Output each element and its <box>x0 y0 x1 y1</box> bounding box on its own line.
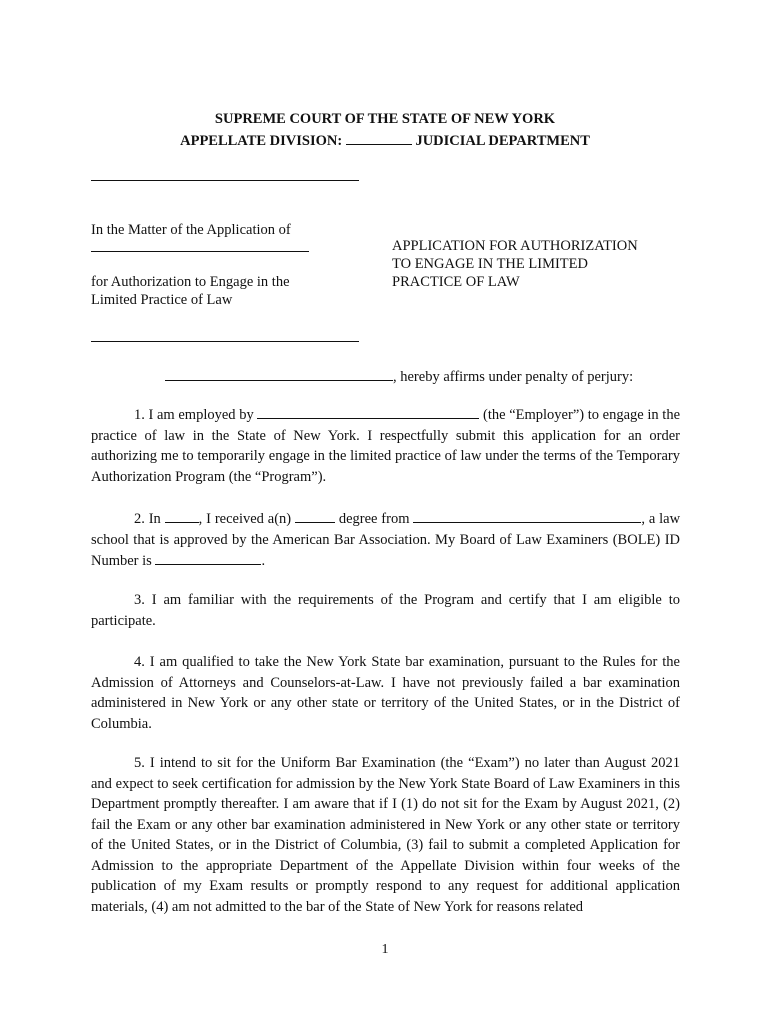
paragraph-2-end: . <box>261 553 266 569</box>
bole-id-blank[interactable] <box>155 550 261 565</box>
paragraph-2-rest: , a law school that is approved by the American Bar Association. My Board of Law Examiners (BOLE) ID Number is <box>91 511 681 569</box>
paragraph-1-start: 1. I am employed by <box>134 407 254 423</box>
matter-of-label: In the Matter of the Application of <box>91 222 291 238</box>
paragraph-5-text: 5. I intend to sit for the Uniform Bar Examination (the “Exam”) no later than August 2021 and expect to seek certification for admission by the New York State Board of Law Examiners in this Department promptly thereafter. I am aware that if I (1) do not sit for the Exam by August 2021, (2) fail the Exam or any other bar examination administered in New York or any other state or territory of the United States, or in the District of Columbia, (3) fail to submit a completed Application for Admission to the appropriate Department of the Appellate Division within four weeks of the publication of my Exam results or promptly respond to any request for additional application materials, (4) am not admitted to the bar of the State of New York for reasons related <box>91 755 680 915</box>
judicial-department-label: JUDICIAL DEPARTMENT <box>415 133 590 149</box>
application-title-line1: APPLICATION FOR AUTHORIZATION <box>392 238 638 254</box>
paragraph-2-degree-text: , I received a(n) <box>198 511 292 527</box>
appellate-division-label: APPELLATE DIVISION: <box>180 133 343 149</box>
department-blank[interactable] <box>346 130 412 145</box>
paragraph-4 <box>91 652 680 734</box>
applicant-name-blank[interactable] <box>91 251 309 252</box>
paragraph-3 <box>91 590 680 631</box>
affirmation-text: , hereby affirms under penalty of perjury: <box>393 369 634 385</box>
paragraph-2 <box>91 508 680 572</box>
degree-blank[interactable] <box>295 508 335 523</box>
paragraph-2-from-text: degree from <box>338 511 410 527</box>
paragraph-5 <box>91 753 680 917</box>
department-title <box>0 130 770 150</box>
page-number: 1 <box>381 942 389 957</box>
paragraph-4-text: 4. I am qualified to take the New York State bar examination, pursuant to the Rules for the Admission of Attorneys and Counselors-at-Law. I have not previously failed a bar examination administered in New York or any other state or territory of the United States, or in the District of Columbia. <box>91 654 680 732</box>
caption-bottom-rule <box>91 341 359 342</box>
employer-blank[interactable] <box>257 404 479 419</box>
authorization-line2: Limited Practice of Law <box>91 292 233 308</box>
application-title-line3: PRACTICE OF LAW <box>392 274 520 290</box>
paragraph-1 <box>91 404 680 487</box>
application-title-line2: TO ENGAGE IN THE LIMITED <box>392 256 588 272</box>
affiant-name-blank[interactable] <box>165 366 393 381</box>
law-school-blank[interactable] <box>413 508 641 523</box>
authorization-line1: for Authorization to Engage in the <box>91 274 290 290</box>
paragraph-1-rest: (the “Employer”) to engage in the practice of law in the State of New York. I respectfully submit this application for an order authorizing me to temporarily engage in the limited practice of law under the terms of the Temporary Authorization Program (the “Program”). <box>91 407 681 485</box>
affirmation-line <box>165 366 633 386</box>
paragraph-3-text: 3. I am familiar with the requirements of the Program and certify that I am eligible to participate. <box>91 592 680 629</box>
paragraph-2-start: 2. In <box>134 511 161 527</box>
year-blank[interactable] <box>165 508 199 523</box>
court-title: SUPREME COURT OF THE STATE OF NEW YORK <box>214 111 556 127</box>
caption-top-rule <box>91 180 359 181</box>
